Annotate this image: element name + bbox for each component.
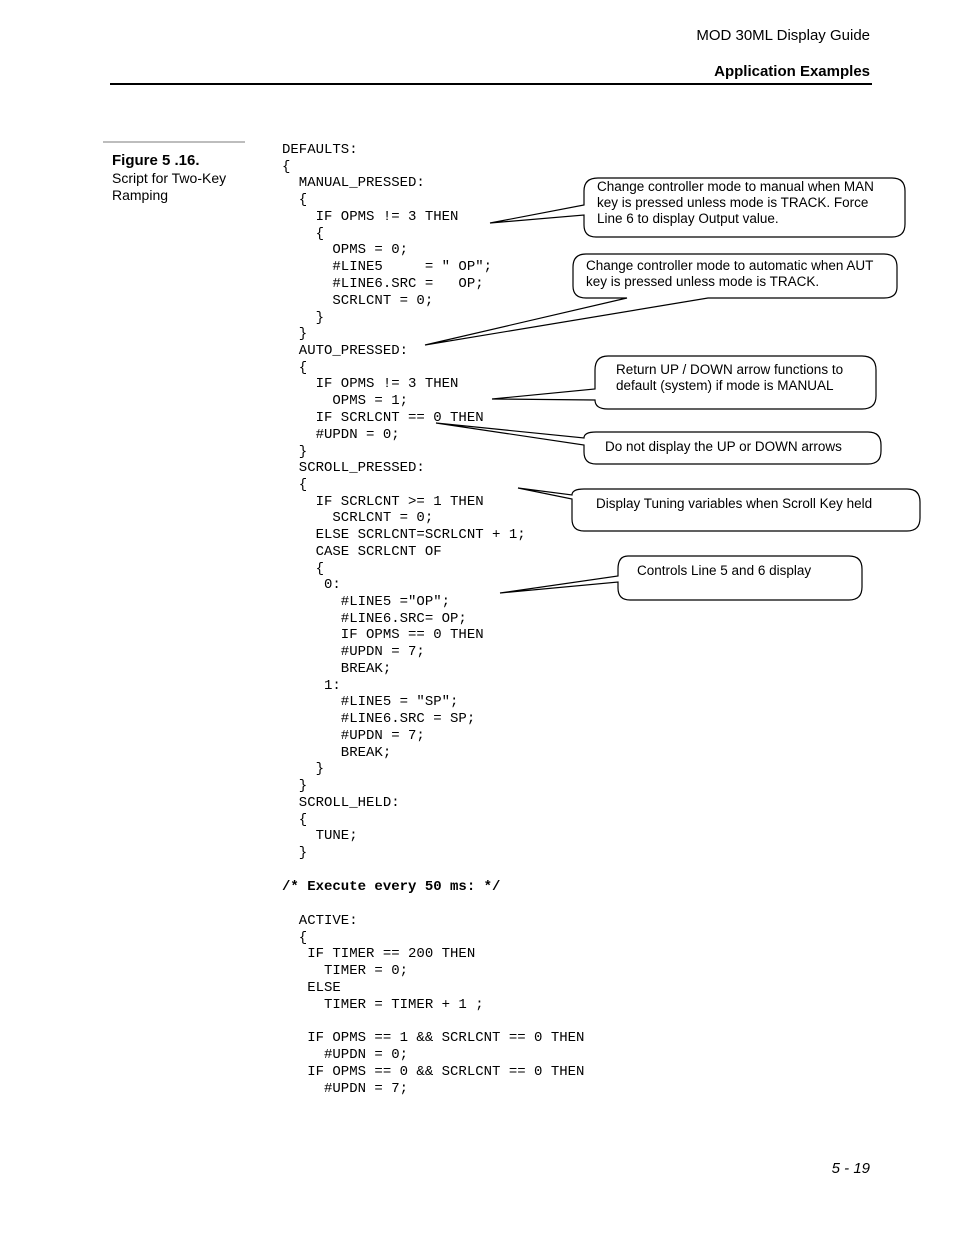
code-line: 0: — [282, 577, 341, 593]
code-line: DEFAULTS: — [282, 142, 358, 158]
code-line: { — [282, 360, 308, 376]
code-line: #UPDN = 0; — [282, 1047, 409, 1063]
document-title: MOD 30ML Display Guide — [696, 27, 870, 44]
figure-title: Figure 5 .16. — [112, 152, 200, 169]
code-line: IF SCRLCNT == 0 THEN — [282, 410, 484, 426]
code-line: TIMER = 0; — [282, 963, 409, 979]
code-line: BREAK; — [282, 661, 392, 677]
code-line: ELSE SCRLCNT=SCRLCNT + 1; — [282, 527, 526, 543]
callout-text-updn: Return UP / DOWN arrow functions to default (system) if mode is MANUAL — [616, 362, 844, 393]
callout-text-lines: Controls Line 5 and 6 display — [637, 563, 812, 578]
code-line: BREAK; — [282, 745, 392, 761]
code-line: #LINE6.SRC = OP; — [282, 276, 484, 292]
code-line: } — [282, 326, 308, 342]
code-line: SCROLL_HELD: — [282, 795, 400, 811]
code-line: #LINE5 = " OP"; — [282, 259, 493, 275]
code-line: { — [282, 930, 308, 946]
code-line: SCRLCNT = 0; — [282, 510, 434, 526]
code-line: { — [282, 477, 308, 493]
code-line: CASE SCRLCNT OF — [282, 544, 442, 560]
callout-text-auto: Change controller mode to automatic when AUT key is pressed unless mode is TRACK. — [586, 258, 874, 289]
callout-text-tuning: Display Tuning variables when Scroll Key held — [596, 496, 873, 511]
code-line: ACTIVE: — [282, 913, 358, 929]
code-line: { — [282, 192, 308, 208]
code-line: IF TIMER == 200 THEN — [282, 946, 476, 962]
code-line: #LINE6.SRC = SP; — [282, 711, 476, 727]
code-line: #UPDN = 7; — [282, 728, 425, 744]
code-line: } — [282, 761, 325, 777]
code-line: #UPDN = 7; — [282, 644, 425, 660]
code-line: IF OPMS != 3 THEN — [282, 376, 459, 392]
code-line: } — [282, 778, 308, 794]
code-line: { — [282, 159, 291, 175]
code-line: IF OPMS == 0 THEN — [282, 627, 484, 643]
code-line: MANUAL_PRESSED: — [282, 175, 425, 191]
code-line: OPMS = 0; — [282, 242, 409, 258]
code-line: #LINE5 ="OP"; — [282, 594, 451, 610]
code-line: AUTO_PRESSED: — [282, 343, 409, 359]
code-line: #UPDN = 0; — [282, 427, 400, 443]
callout-text-manual: Change controller mode to manual when MAN key is pressed unless mode is TRACK. Force Line 6 to display Output value. — [597, 179, 874, 226]
code-line: TIMER = TIMER + 1 ; — [282, 997, 484, 1013]
code-line: 1: — [282, 678, 341, 694]
code-line: { — [282, 812, 308, 828]
code-line: IF OPMS != 3 THEN — [282, 209, 459, 225]
page-number: 5 - 19 — [831, 1160, 870, 1177]
code-comment: /* Execute every 50 ms: */ — [282, 879, 501, 895]
code-line: #LINE6.SRC= OP; — [282, 611, 467, 627]
code-line: { — [282, 226, 325, 242]
callout-text-arrows: Do not display the UP or DOWN arrows — [605, 439, 842, 454]
code-line: #LINE5 = "SP"; — [282, 694, 459, 710]
code-line: ELSE — [282, 980, 341, 996]
code-line: #UPDN = 7; — [282, 1081, 409, 1097]
code-line: SCROLL_PRESSED: — [282, 460, 425, 476]
figure-caption: Script for Two-Key Ramping — [112, 170, 227, 203]
code-line: } — [282, 444, 308, 460]
code-line: OPMS = 1; — [282, 393, 409, 409]
code-line: IF SCRLCNT >= 1 THEN — [282, 494, 484, 510]
code-line: IF OPMS == 1 && SCRLCNT == 0 THEN — [282, 1030, 585, 1046]
code-line: } — [282, 310, 325, 326]
section-title: Application Examples — [714, 63, 870, 80]
code-line: } — [282, 845, 308, 861]
code-line: SCRLCNT = 0; — [282, 293, 434, 309]
code-line: IF OPMS == 0 && SCRLCNT == 0 THEN — [282, 1064, 585, 1080]
code-line: { — [282, 561, 325, 577]
code-line: TUNE; — [282, 828, 358, 844]
